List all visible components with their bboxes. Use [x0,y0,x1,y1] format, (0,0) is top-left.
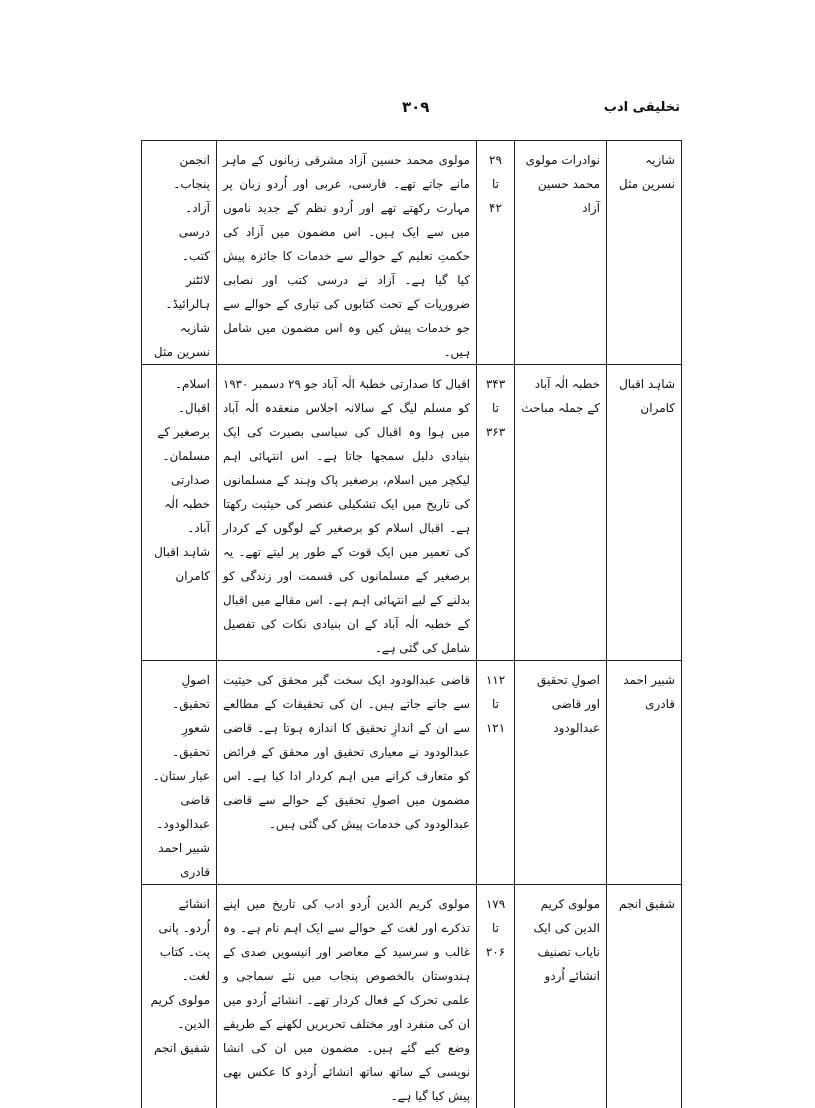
keyword: صدارتی خطبہ الٰہ [148,468,210,516]
keyword: انشائے اُردو۔ پانی پت۔ کتاب لغت۔ [148,892,210,988]
pages-cell [477,885,515,1108]
keyword: عیار ستان۔ قاضی [148,764,210,812]
keyword: اسلام۔ اقبال۔ [148,372,210,420]
page-to: تا [479,916,512,940]
title-cell: اصولِ تحقیق اور قاضی عبدالودود [515,661,607,885]
page-header [140,98,680,120]
page-start: ۱۱۲ [479,668,512,692]
pages-cell [477,661,515,885]
keyword: درسی کتب۔ [148,220,210,268]
summary-cell: اقبال کا صدارتی خطبۂ الٰہ آباد جو ۲۹ دسمبر ۱۹۳۰ کو مسلم لیگ کے سالانہ اجلاس منعقدہ الٰہ آباد میں ہوا وہ اقبال کی سیاسی بصیرت کی ایک بنیادی دلیل سمجھا جاتا ہے۔ اس انتہائی اہم لیکچر میں اسلام، برصغیر پاک وہند کے مسلمانوں کی تاریخ میں ایک تشکیلی عنصر کی حیثیت رکھتا ہے۔ اقبال اسلام کو برصغیر کے لوگوں کے کردار کی تعمیر میں ایک قوت کے طور پر لیتے تھے۔ یہ برصغیر کے مسلمانوں کی قسمت اور زندگی کو بدلنے کے لیے انتہائی اہم ہے۔ اس مقالے میں اقبال کے خطبہ الٰہ آباد کے ان بنیادی نکات کی تفصیل شامل کی گئی ہے۔ [217,365,477,661]
page-to: تا [479,396,512,420]
keyword: شازیہ نسرین مثل [148,316,210,364]
summary-cell: مولوی محمد حسین آزاد مشرقی زبانوں کے ماہر مانے جاتے تھے۔ فارسی، عربی اور اُردو زبان پر مہارت رکھتے تھے اور اُردو نظم کے جدید ناموں میں سے ایک ہیں۔ اس مضمون میں آزاد کی حکمتِ تعلیم کے حوالے سے خدمات کا جائزہ پیش کیا گیا ہے۔ آزاد نے درسی کتب اور نصابی ضروریات کے تحت کتابوں کی تیاری کے حوالے سے جو خدمات پیش کیں وہ اس مضمون میں شامل ہیں۔ [217,141,477,365]
author-cell: شازیہ نسرین مثل [607,141,682,365]
keyword: الدین۔ [148,1012,210,1036]
keyword: آباد۔ [148,516,210,540]
keywords-cell [142,141,217,365]
running-title: تخلیقی ادب [604,100,680,115]
page-to: تا [479,692,512,716]
table-row [142,365,682,661]
title-cell: مولوی کریم الدین کی ایک نایاب تصنیف انشائے اُردو [515,885,607,1108]
table-row [142,885,682,1108]
author-cell: شاہد اقبال کامران [607,365,682,661]
keyword: شاہد اقبال کامران [148,540,210,588]
pages-cell [477,365,515,661]
page-to: تا [479,172,512,196]
page-end: ۴۲ [479,196,512,220]
table-row [142,661,682,885]
page-start: ۲۹ [479,148,512,172]
pages-cell [477,141,515,365]
keywords-cell [142,885,217,1108]
author-cell: شفیق انجم [607,885,682,1108]
keyword: اصولِ تحقیق۔ شعورِ تحقیق۔ [148,668,210,764]
title-cell: خطبہ الٰہ آباد کے جملہ مباحث [515,365,607,661]
keyword: عبدالودود۔ [148,812,210,836]
keyword: آزاد۔ [148,196,210,220]
keywords-cell [142,365,217,661]
table-row [142,141,682,365]
keyword: لائٹنر ہالرائیڈ۔ [148,268,210,316]
page-end: ۱۲۱ [479,716,512,740]
page-start: ۱۷۹ [479,892,512,916]
summary-cell: قاضی عبدالودود ایک سخت گیر محقق کی حیثیت سے جانے جاتے ہیں۔ ان کی تحقیقات کے مطالعے سے ان کے اندازِ تحقیق کا اندازہ ہوتا ہے۔ قاضی عبدالودود نے معیاری تحقیق اور محقق کے فرائض کو متعارف کرانے میں اہم کردار ادا کیا ہے۔ اس مضمون میں اصولِ تحقیق کے حوالے سے قاضی عبدالودود کی خدمات پیش کی گئی ہیں۔ [217,661,477,885]
keywords-cell [142,661,217,885]
page-start: ۳۴۳ [479,372,512,396]
page-end: ۳۶۳ [479,420,512,444]
article-index-table [141,140,682,1108]
keyword: شفیق انجم [148,1036,210,1060]
page-number: ۳۰۹ [402,98,429,116]
keyword: مولوی کریم [148,988,210,1012]
author-cell: شبیر احمد قادری [607,661,682,885]
page-end: ۲۰۶ [479,940,512,964]
keyword: برصغیر کے مسلمان۔ [148,420,210,468]
summary-cell: مولوی کریم الدین اُردو ادب کی تاریخ میں اپنے تذکرے اور لغت کے حوالے سے ایک اہم نام ہے۔ وہ غالب و سرسید کے معاصر اور انیسویں صدی کے ہندوستان بالخصوص پنجاب میں نئے سماجی و علمی تحرک کے فعال کردار تھے۔ انشائے اُردو میں ان کی منفرد اور مختلف تحریریں لکھنے کے طریقے وضع کیے گئے ہیں۔ مضمون میں ان کی انشا نویسی کے ساتھ ساتھ انشائے اُردو کا عکس بھی پیش کیا گیا ہے۔ [217,885,477,1108]
title-cell: نوادرات مولوی محمد حسین آزاد [515,141,607,365]
keyword: انجمن پنجاب۔ [148,148,210,196]
keyword: شبیر احمد قادری [148,836,210,884]
